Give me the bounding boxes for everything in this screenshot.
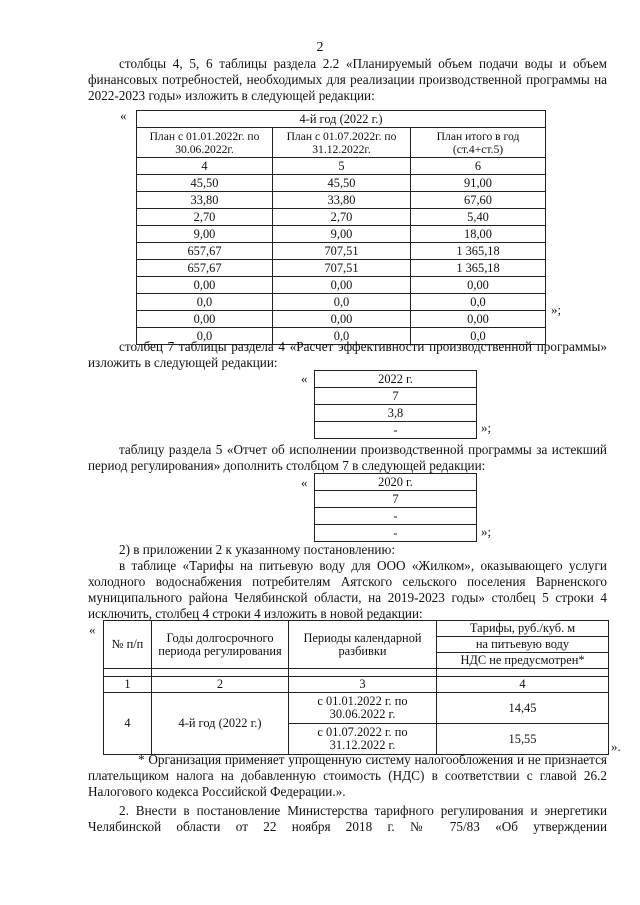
table4-row-year: 4-й год (2022 г.): [152, 693, 289, 755]
table4-number-cell: 4: [437, 677, 609, 693]
table1-col-header-6: План итого в год (ст.4+ст.5): [411, 128, 546, 158]
table3-number-cell: 7: [315, 491, 477, 508]
table4-tariff-2: 15,55: [437, 724, 609, 755]
table3-value-cell: -: [315, 508, 477, 525]
table1-cell: 0,00: [137, 311, 273, 328]
planned-volume-table: [136, 110, 546, 345]
table1-cell: 0,0: [411, 328, 546, 345]
execution-report-table: [314, 473, 477, 542]
table1-open-quote: «: [120, 108, 127, 123]
table1-cell: 2,70: [273, 209, 411, 226]
table4-header-years: Годы долгосрочного периода регулирования: [152, 621, 289, 669]
footnote: * Организация применяет упрощенную систему налогообложения и не признается плательщиком налога на добавленную стоимость (НДС) в соответствии с главой 26.2 Налогового кодекса Российской Федерации.».: [88, 752, 607, 799]
table2-open-quote: «: [301, 371, 308, 386]
table1-row: [137, 294, 546, 311]
table4-tariff-1: 14,45: [437, 693, 609, 724]
table1-cell: 18,00: [411, 226, 546, 243]
table4-header-tariff-title: Тарифы, руб./куб. м: [437, 621, 609, 637]
table1-cell: 33,80: [273, 192, 411, 209]
table3-header-cell: 2020 г.: [315, 474, 477, 491]
tariff-table: [103, 620, 609, 755]
table1-number-cell: 5: [273, 158, 411, 175]
table1-row: [137, 226, 546, 243]
table4-open-quote: «: [89, 622, 96, 637]
table1-cell: 657,67: [137, 260, 273, 277]
paragraph-table2-intro: столбец 7 таблицы раздела 4 «Расчет эффективности производственной программы» изложить в следующей редакции:: [88, 339, 607, 370]
table4-number-cell: 2: [152, 677, 289, 693]
table2-close-mark: »;: [481, 420, 492, 435]
table1-group-header: 4-й год (2022 г.): [137, 111, 546, 128]
table4-period-2: с 01.07.2022 г. по 31.12.2022 г.: [289, 724, 437, 755]
table2-value-cell: -: [315, 422, 477, 439]
table3-value-cell: -: [315, 525, 477, 542]
table1-row: [137, 243, 546, 260]
table4-close-mark: ».: [611, 739, 621, 754]
table1-cell: 0,00: [273, 311, 411, 328]
table1-cell: 0,0: [137, 294, 273, 311]
table1-cell: 0,0: [137, 328, 273, 345]
table1-cell: 0,00: [137, 277, 273, 294]
table1-number-cell: 6: [411, 158, 546, 175]
table4-number-cell: 1: [104, 677, 152, 693]
table1-cell: 67,60: [411, 192, 546, 209]
table1-close-mark: »;: [551, 302, 562, 317]
table1-cell: 1 365,18: [411, 243, 546, 260]
table4-header-tariff-sub1: на питьевую воду: [437, 637, 609, 653]
paragraph-amendment-2: 2. Внести в постановление Министерства тарифного регулирования и энергетики Челябинской области от 22 ноября 2018 г. № 75/83 «Об утверждении: [88, 803, 607, 834]
table1-cell: 0,0: [273, 328, 411, 345]
table1-row: [137, 175, 546, 192]
table4-period-1: с 01.01.2022 г. по 30.06.2022 г.: [289, 693, 437, 724]
table1-cell: 0,0: [273, 294, 411, 311]
paragraph-tariff-table-intro: в таблице «Тарифы на питьевую воду для ООО «Жилком», оказывающего услуги холодного водоснабжения потребителям Аятского сельского поселения Варненского муниципального района Челябинской области, на 2019-2023 годы» столбец 5 строки 4 исключить, столбец 4 строки 4 изложить в новой редакции:: [88, 558, 607, 621]
table1-cell: 707,51: [273, 260, 411, 277]
paragraph-appendix2: 2) в приложении 2 к указанному постановлению:: [119, 542, 396, 557]
table2-value-cell: 3,8: [315, 405, 477, 422]
table1-cell: 0,00: [273, 277, 411, 294]
table4-row-num: 4: [104, 693, 152, 755]
table1-row: [137, 192, 546, 209]
table1-cell: 45,50: [273, 175, 411, 192]
table1-cell: 5,40: [411, 209, 546, 226]
table1-cell: 2,70: [137, 209, 273, 226]
table4-header-num: № п/п: [104, 621, 152, 669]
efficiency-table: [314, 370, 477, 439]
table3-open-quote: «: [301, 475, 308, 490]
table1-cell: 9,00: [273, 226, 411, 243]
table3-close-mark: »;: [481, 524, 492, 539]
table2-header-cell: 2022 г.: [315, 371, 477, 388]
table4-header-tariff-sub2: НДС не предусмотрен*: [437, 653, 609, 669]
table1-cell: 707,51: [273, 243, 411, 260]
table1-cell: 33,80: [137, 192, 273, 209]
table4-spacer-cell: [437, 669, 609, 677]
table1-cell: 0,00: [411, 277, 546, 294]
table1-cell: 1 365,18: [411, 260, 546, 277]
table1-row: [137, 277, 546, 294]
table1-number-cell: 4: [137, 158, 273, 175]
paragraph-table3-intro: таблицу раздела 5 «Отчет об исполнении производственной программы за истекший период регулирования» дополнить столбцом 7 в следующей редакции:: [88, 442, 607, 473]
table4-number-cell: 3: [289, 677, 437, 693]
table4-header-periods: Периоды календарной разбивки: [289, 621, 437, 669]
table1-body: [137, 175, 546, 345]
table4-spacer-cell: [152, 669, 289, 677]
table2-number-cell: 7: [315, 388, 477, 405]
table4-spacer-cell: [104, 669, 152, 677]
page-number: 2: [316, 40, 324, 55]
table4-spacer-cell: [289, 669, 437, 677]
table1-row: [137, 311, 546, 328]
table1-row: [137, 209, 546, 226]
table1-col-header-5: План с 01.07.2022г. по 31.12.2022г.: [273, 128, 411, 158]
table1-cell: 45,50: [137, 175, 273, 192]
table1-cell: 9,00: [137, 226, 273, 243]
table1-col-header-4: План с 01.01.2022г. по 30.06.2022г.: [137, 128, 273, 158]
table1-cell: 0,0: [411, 294, 546, 311]
paragraph-table1-intro: столбцы 4, 5, 6 таблицы раздела 2.2 «Планируемый объем подачи воды и объем финансовых потребностей, необходимых для реализации производственной программы на 2022-2023 годы» изложить в следующей редакции:: [88, 56, 607, 103]
table1-cell: 0,00: [411, 311, 546, 328]
table1-cell: 657,67: [137, 243, 273, 260]
table1-cell: 91,00: [411, 175, 546, 192]
table1-row: [137, 260, 546, 277]
